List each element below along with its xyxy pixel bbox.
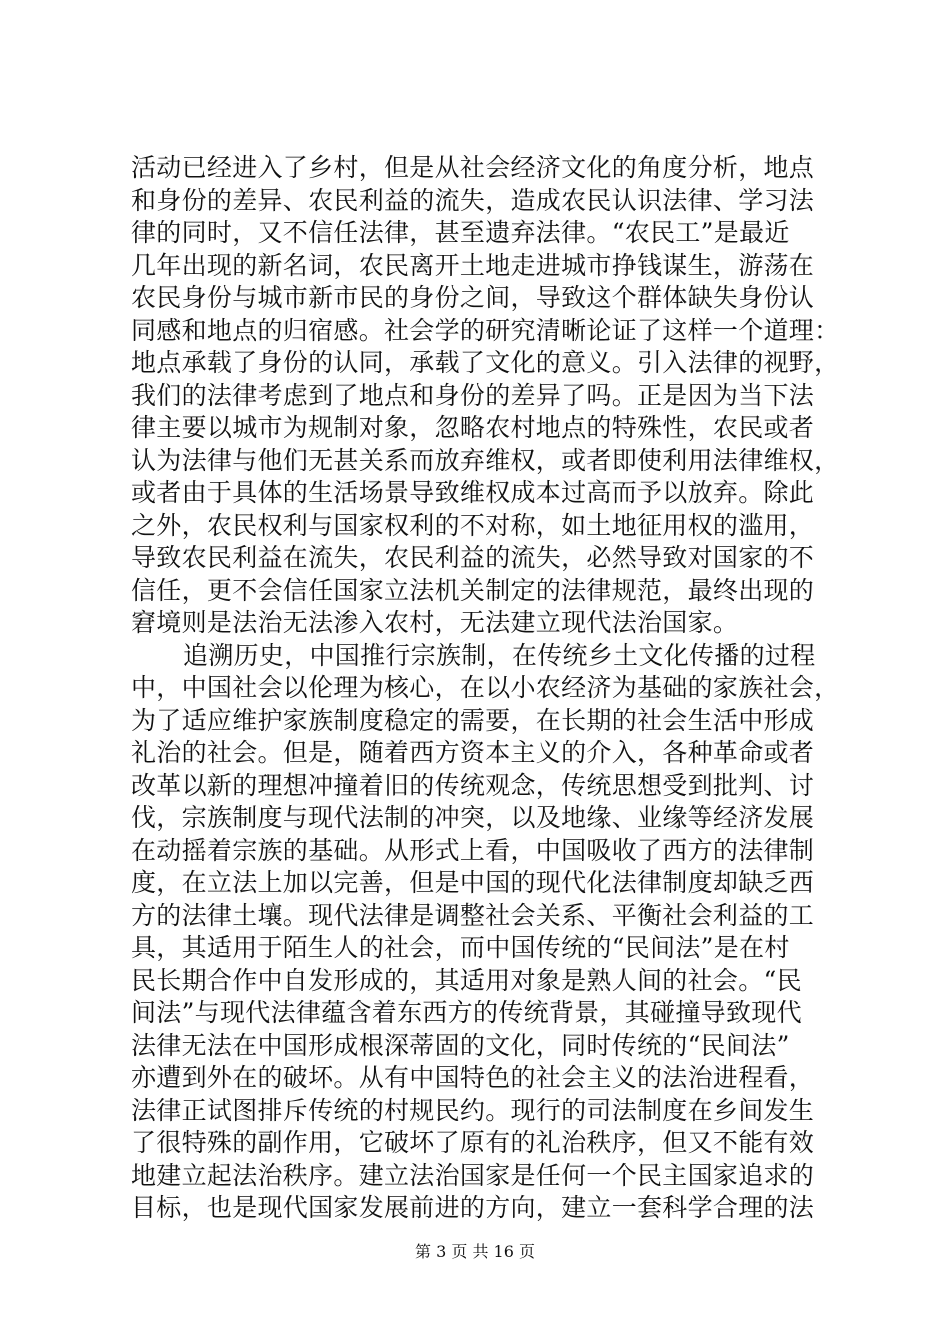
text-line: 礼治的社会。但是，随着西方资本主义的介入，各种革命或者 [131,738,815,767]
paragraph-1 [131,152,840,640]
text-line: 追溯历史，中国推行宗族制，在传统乡土文化传播的过程 [183,640,816,670]
text-line: 了很特殊的副作用，它破坏了原有的礼治秩序，但又不能有效 [131,1128,815,1157]
text-line: 改革以新的理想冲撞着旧的传统观念，传统思想受到批判、讨 [131,770,815,800]
paragraph-2 [131,640,840,1225]
text-line: 间法”与现代法律蕴含着东西方的传统背景，其碰撞导致现代 [131,998,802,1027]
text-line: 民长期合作中自发形成的，其适用对象是熟人间的社会。“民 [131,965,802,995]
text-line: 地建立起法治秩序。建立法治国家是任何一个民主国家追求的 [131,1160,815,1190]
text-line: 认为法律与他们无甚关系而放弃维权，或者即使利用法律维权， [131,445,840,475]
text-line: 农民身份与城市新市民的身份之间，导致这个群体缺失身份认 [131,283,815,312]
text-line: 信任，更不会信任国家立法机关制定的法律规范，最终出现的 [131,575,815,605]
text-line: 地点承载了身份的认同，承载了文化的意义。引入法律的视野， [131,348,840,377]
text-line: 度，在立法上加以完善，但是中国的现代化法律制度却缺乏西 [131,868,815,897]
text-line: 活动已经进入了乡村，但是从社会经济文化的角度分析，地点 [131,153,815,182]
text-line: 几年出现的新名词，农民离开土地走进城市挣钱谋生，游荡在 [131,250,815,280]
text-line: 和身份的差异、农民利益的流失，造成农民认识法律、学习法 [131,185,815,215]
text-line: 之外，农民权利与国家权利的不对称，如土地征用权的滥用， [131,510,815,540]
text-line: 导致农民利益在流失，农民利益的流失，必然导致对国家的不 [131,543,815,572]
page-number: 第 3 页 共 16 页 [415,1242,535,1261]
page-footer [0,1242,950,1262]
text-line: 在动摇着宗族的基础。从形式上看，中国吸收了西方的法律制 [131,835,815,865]
text-line: 律的同时，又不信任法律，甚至遗弃法律。“农民工”是最近 [131,218,790,247]
text-line: 为了适应维护家族制度稳定的需要，在长期的社会生活中形成 [131,705,815,735]
text-line: 中，中国社会以伦理为核心，在以小农经济为基础的家族社会， [131,673,840,702]
text-line: 伐，宗族制度与现代法制的冲突，以及地缘、业缘等经济发展 [131,803,815,832]
text-line: 具，其适用于陌生人的社会，而中国传统的“民间法”是在村 [131,933,790,962]
text-line: 窘境则是法治无法渗入农村，无法建立现代法治国家。 [131,608,739,637]
text-line: 亦遭到外在的破坏。从有中国特色的社会主义的法治进程看， [131,1063,815,1092]
text-line: 或者由于具体的生活场景导致维权成本过高而予以放弃。除此 [131,478,815,507]
text-line: 目标，也是现代国家发展前进的方向，建立一套科学合理的法 [131,1193,815,1222]
body-text [131,152,840,1225]
text-line: 律主要以城市为规制对象，忽略农村地点的特殊性，农民或者 [131,413,815,442]
text-line: 我们的法律考虑到了地点和身份的差异了吗。正是因为当下法 [131,380,815,410]
text-line: 方的法律土壤。现代法律是调整社会关系、平衡社会利益的工 [131,900,815,930]
text-line: 法律正试图排斥传统的村规民约。现行的司法制度在乡间发生 [131,1095,815,1125]
text-line: 法律无法在中国形成根深蒂固的文化，同时传统的“民间法” [131,1030,790,1060]
text-line: 同感和地点的归宿感。社会学的研究清晰论证了这样一个道理： [131,315,840,345]
